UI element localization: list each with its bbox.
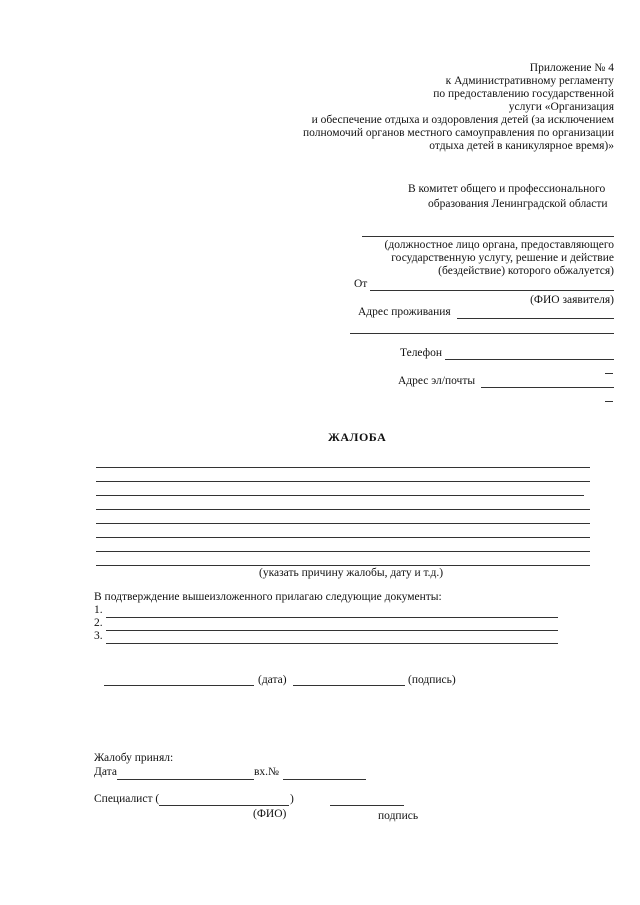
- residence-field-line[interactable]: [457, 318, 614, 319]
- specialist-fio-field[interactable]: [159, 805, 289, 806]
- complaint-line[interactable]: [96, 565, 590, 566]
- signature-field-line[interactable]: [293, 685, 405, 686]
- document-field-line[interactable]: [106, 617, 558, 618]
- email-label: Адрес эл/почты: [398, 375, 476, 387]
- specialist-label: Специалист (: [94, 793, 160, 805]
- residence-field-line-2[interactable]: [350, 333, 614, 334]
- complaint-line[interactable]: [96, 551, 590, 552]
- incoming-number-label: вх.№: [254, 766, 280, 778]
- dash-mark: [605, 373, 613, 374]
- official-field-line[interactable]: [362, 236, 614, 237]
- complaint-line[interactable]: [96, 523, 590, 524]
- document-item-number: 2.: [94, 617, 103, 629]
- complaint-line[interactable]: [96, 467, 590, 468]
- complaint-line[interactable]: [96, 509, 590, 510]
- appendix-line: услуги «Организация: [508, 101, 614, 113]
- complaint-title: ЖАЛОБА: [328, 430, 387, 444]
- received-date-label: Дата: [94, 766, 117, 778]
- incoming-number-field[interactable]: [283, 779, 366, 780]
- official-caption: государственную услугу, решение и действие: [391, 252, 614, 264]
- official-caption: (бездействие) которого обжалуется): [438, 265, 614, 277]
- from-field-line[interactable]: [370, 290, 614, 291]
- signature-caption: подпись: [378, 810, 419, 822]
- complaint-caption: (указать причину жалобы, дату и т.д.): [259, 567, 444, 579]
- addressee-line-1: В комитет общего и профессионального: [408, 183, 606, 195]
- specialist-signature-field[interactable]: [330, 805, 404, 806]
- phone-field-line[interactable]: [445, 359, 614, 360]
- document-item-number: 1.: [94, 604, 103, 616]
- received-title: Жалобу принял:: [94, 752, 174, 764]
- residence-label: Адрес проживания: [358, 306, 451, 318]
- complaint-line[interactable]: [96, 481, 590, 482]
- date-field-line[interactable]: [104, 685, 254, 686]
- official-caption: (должностное лицо органа, предоставляющего: [384, 239, 614, 251]
- signature-label: (подпись): [408, 674, 456, 686]
- addressee-line-2: образования Ленинградской области: [428, 198, 608, 210]
- from-label: От: [354, 278, 368, 290]
- appendix-line: по предоставлению государственной: [433, 88, 614, 100]
- applicant-fio-caption: (ФИО заявителя): [530, 294, 614, 306]
- fio-caption: (ФИО): [253, 808, 287, 820]
- documents-intro: В подтверждение вышеизложенного прилагаю следующие документы:: [94, 591, 442, 603]
- appendix-line: отдыха детей в каникулярное время)»: [429, 140, 614, 152]
- phone-label: Телефон: [400, 347, 443, 359]
- document-item-number: 3.: [94, 630, 103, 642]
- complaint-line[interactable]: [96, 495, 584, 496]
- dash-mark: [605, 401, 613, 402]
- appendix-line: к Административному регламенту: [445, 75, 614, 87]
- date-label: (дата): [258, 674, 287, 686]
- appendix-line: и обеспечение отдыха и оздоровления детей (за исключением: [311, 114, 614, 126]
- complaint-line[interactable]: [96, 537, 590, 538]
- appendix-line: Приложение № 4: [529, 62, 614, 74]
- document-field-line[interactable]: [106, 630, 558, 631]
- appendix-line: полномочий органов местного самоуправления по организации: [303, 127, 614, 139]
- email-field-line[interactable]: [481, 387, 614, 388]
- received-date-field[interactable]: [117, 779, 254, 780]
- specialist-close-paren: ): [290, 793, 294, 805]
- document-field-line[interactable]: [106, 643, 558, 644]
